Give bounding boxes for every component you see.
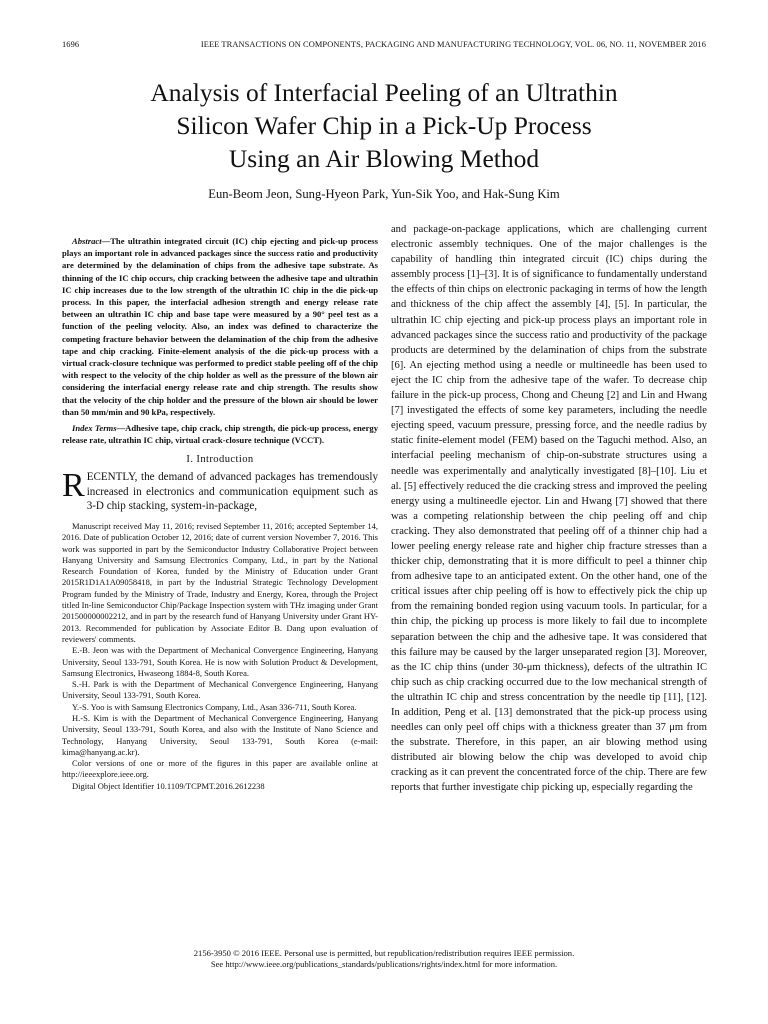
footnote-doi: Digital Object Identifier 10.1109/TCPMT.2016.2612238 bbox=[72, 780, 265, 791]
title-line-1: Analysis of Interfacial Peeling of an Ultrathin bbox=[150, 78, 618, 107]
footnote-color: Color versions of one or more of the figures in this paper are available online at http://ieeexplore.ieee.org. bbox=[62, 758, 378, 780]
copyright-footer bbox=[60, 948, 708, 970]
page-number: 1696 bbox=[62, 40, 80, 49]
footnote-author-1: E.-B. Jeon was with the Department of Mechanical Convergence Engineering, Hanyang University, Seoul 133-791, South Korea. He is now with Solution Product & Development, Samsung Electronics, Hwaseong 1884-8, South Korea. bbox=[62, 645, 378, 678]
footnote-author-3: Y.-S. Yoo is with Samsung Electronics Company, Ltd., Asan 336-711, South Korea. bbox=[72, 701, 357, 712]
intro-text: ECENTLY, the demand of advanced packages has tremendously increased in electronics and communication equipment such as 3-D chip stacking, system-in-package, bbox=[86, 471, 378, 513]
footnote-author-2: S.-H. Park is with the Department of Mechanical Convergence Engineering, Hanyang University, Seoul 133-791, South Korea. bbox=[62, 679, 378, 701]
footnote-author-4: H.-S. Kim is with the Department of Mechanical Convergence Engineering, Hanyang University, Seoul 133-791, South Korea, and also with the Institute of Nano Science and Technology, Hanyang University, Seoul 133-791, South Korea (e-mail: kima@hanyang.ac.kr). bbox=[62, 713, 378, 757]
index-terms bbox=[62, 422, 378, 446]
index-terms-text: Adhesive tape, chip crack, chip strength, die pick-up process, energy release rate, ultrathin IC chip, virtual crack-closure technique (VCCT). bbox=[62, 423, 378, 446]
right-column bbox=[391, 222, 707, 796]
drop-cap: R bbox=[62, 467, 85, 505]
footnote-manuscript: Manuscript received May 11, 2016; revised September 11, 2016; accepted September 14, 2016. Date of publication October 12, 2016; date of current version November 7, 2016. This work was supported in part by the Semiconductor Industry Collaborative Project between Hanyang University and Samsung Electronics Company, Ltd., in part by the National Research Foundation of Korea, funded by the Ministry of Education under Grant 2015R1D1A1A09058418, in part by the Industrial Strategic Technology Development Program funded by the Ministry of Trade, Industry and Energy, Korea, through the Project titled In-line Semiconductor Chip/Package Inspection system with THz imaging under Grant 201500000002212, and in part by the research fund of Hanyang University under Grant HY-2013. Recommended for publication by Associate Editor B. Dang upon evaluation of reviewers' comments. bbox=[62, 520, 378, 644]
index-terms-label: Index Terms— bbox=[72, 423, 126, 434]
rights-link-line: See http://www.ieee.org/publications_standards/publications/rights/index.html for more information. bbox=[210, 959, 558, 969]
intro-paragraph bbox=[62, 467, 378, 514]
author-list: Eun-Beom Jeon, Sung-Hyeon Park, Yun-Sik Yoo, and Hak-Sung Kim bbox=[208, 187, 560, 201]
section-heading: I. Introduction bbox=[186, 454, 254, 466]
journal-name: IEEE TRANSACTIONS ON COMPONENTS, PACKAGING AND MANUFACTURING TECHNOLOGY, VOL. 06, NO. 11, NOVEMBER 2016 bbox=[200, 40, 706, 49]
abstract-text: The ultrathin integrated circuit (IC) chip ejecting and pick-up process plays an important role in advanced packages since the success ratio and productivity are determined by the delamination of chips from the adhesive tape substrate. As thinning of the IC chip occurs, chip cracking between the adhesive tape and ultrathin IC chip increases due to the low strength of the ultrathin IC chip in the die pick-up process. In this paper, the interfacial adhesion strength and energy release rate between an ultrathin IC chip and base tape were measured by a 90° peel test as a function of the peeling velocity. Also, an index was defined to characterize the competing fracture behavior between the delamination of the chip from the adhesive tape and chip cracking. Finite-element analysis of the die pick-up process with a virtual crack-closure technique was performed to predict stable peeling off of the chip with respect to the velocity of the chip holder as well as the pressure of the blown air considering the interfacial energy release rate and chip strength. The results show that the velocity of the chip holder and the pressure of the blown air should be lower than 50 mm/min and 90 kPa, respectively. bbox=[62, 236, 378, 417]
title-line-3: Using an Air Blowing Method bbox=[228, 144, 540, 173]
title-line-2: Silicon Wafer Chip in a Pick-Up Process bbox=[176, 111, 592, 140]
copyright-line: 2156-3950 © 2016 IEEE. Personal use is permitted, but republication/redistribution requires IEEE permission. bbox=[193, 948, 575, 958]
abstract bbox=[62, 235, 378, 418]
abstract-label: Abstract— bbox=[72, 236, 111, 246]
footnotes bbox=[62, 521, 378, 792]
left-column bbox=[62, 235, 378, 792]
body-paragraph: and package-on-package applications, which are challenging current electronic assembly techniques. One of the major challenges is the capability of handling thin integrated circuit (IC) chips during the assembly process [1]–[3]. It is of significance to fundamentally understand the effects of thin chips on electronic packaging in terms of how the length and thickness of the chip affect the assembly [4], [5]. In particular, the ultrathin IC chip ejecting and pick-up process plays an important role in advanced packages since the success ratio and productivity of the package products are determined by the delamination of chips from the substrate [6]. An ejecting method using a needle or multineedle has been used to eject the IC chip from the adhesive tape of the wafer. To decrease chip failure in the pick-up process, Chong and Cheung [2] and Lin and Hwang [7] investigated the effects of some key parameters, including the needle ejecting speed, vacuum pressure, pressing force, and the needle radius by static finite-element model (FEM) based on the Taguchi method. Also, an interfacial peeling mechanism of chip-on-substrate structures using a needle was experimentally and analytically investigated [8]–[10]. Liu et al. [5] effectively reduced the die cracking stress and improved the peeling energy using a multineedle ejector. Lin and Hwang [7] showed that there was a competing relationship between the chip peeling off and chip cracking. They also demonstrated that peeling off of a thinner chip had a lower peeling energy release rate and higher chip fracture stresses than a thicker chip, demonstrating that it is more difficult to peel a thinner chip from adhesive tape to an anticipated extent. On the other hand, one of the critical issues after chip peeling off is how to effectively pick the chip up from the remaining bonded region using vacuum tools. In particular, for a thin chip, the picking up process is more likely to fail due to incomplete separation between the chip and the adhesive tape. It was considered that this failure may be caused by the larger unseparated region [3]. Moreover, as the IC chip thins (under 30-μm thickness), defects of the ultrathin IC chip such as chip cracking occurred due to the low mechanical strength of the ultrathin IC chip and stress concentration by the needle tip [11], [12]. In addition, Peng et al. [13] demonstrated that the pick-up process using needles can only peel off chips with a thickness greater than 37 μm from the substrate. Therefore, in this paper, an air blowing method using distributed air blowing below the chip was developed to avoid chip cracking as it can prevent the concentrated force of the chip. There are few reports that further investigate chip picking up, especially regarding the bbox=[391, 224, 707, 794]
paper-title bbox=[60, 76, 708, 175]
